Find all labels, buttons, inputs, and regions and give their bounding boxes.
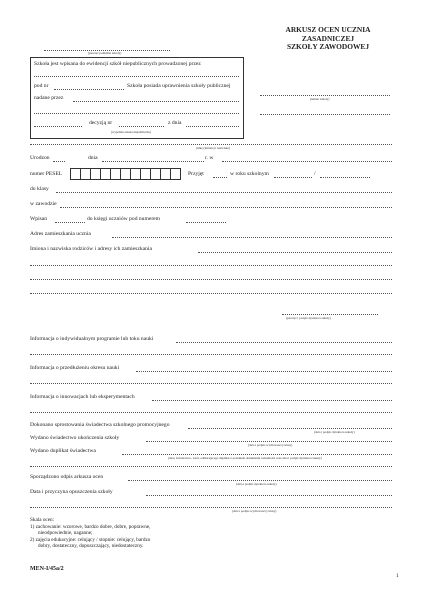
box-line-4-fill-c <box>186 126 239 127</box>
born-date-fill <box>102 161 204 162</box>
register-fill-b <box>186 222 226 223</box>
form-code: MEN-I/45a/2 <box>30 566 64 572</box>
pesel-label: numer PESEL <box>30 171 63 177</box>
grading-line-4: dobry, dostateczny, dopuszczający, niedostateczny. <box>38 543 144 550</box>
copy-made-label: Sporządzono odpis arkusza ocen <box>30 474 104 480</box>
box-line-3b-fill <box>34 113 239 114</box>
class-label: do klasy <box>30 186 49 192</box>
leaving-caption: (data i podpis wychowawcy klasy) <box>232 509 277 513</box>
register-label: Wpisan <box>30 216 48 222</box>
pesel-cell[interactable] <box>111 169 121 179</box>
duplicate-caption: (data, świadectwo, wzór, odbierającego duplikat z podaniem dokumentu tożsamości oraz data i podpis dyrektora szkoły) <box>168 456 322 460</box>
box-line-1: Szkoła jest wpisana do ewidencji szkół niepublicznych prowadzonej przez <box>34 61 201 67</box>
leaving-label: Data i przyczyna opuszczenia szkoły <box>30 489 113 495</box>
school-stamp-caption: (pieczęć podłużna szkoły) <box>88 51 122 55</box>
pesel-cell[interactable] <box>91 169 101 179</box>
innovations-fill-1 <box>152 400 392 401</box>
innovations-fill-2 <box>30 412 392 413</box>
register-fill-a <box>55 222 85 223</box>
final-certificate-fill <box>146 441 392 442</box>
pesel-cell[interactable] <box>81 169 91 179</box>
box-caption: (wypełnia szkoła niepubliczna) <box>111 130 151 134</box>
grading-line-3: 2) zajęcia edukacyjne: celujący / stopnie: celujący, bardzo <box>30 536 151 543</box>
innovations-label: Informacja o innowacjach lub eksperymentach <box>30 394 135 400</box>
grading-scale <box>30 517 150 550</box>
school-year-label: w roku szkolnym <box>230 171 269 177</box>
born-fill <box>53 161 65 162</box>
admitted-label: Przyjęt <box>188 171 204 177</box>
pesel-cell[interactable] <box>131 169 141 179</box>
duplicate-fill <box>122 454 392 455</box>
copy-made-fill <box>128 480 392 481</box>
director-signature-line <box>282 314 378 315</box>
box-line-2-fill <box>54 89 124 90</box>
school-year-fill-a <box>274 177 312 178</box>
promotion-correction-caption: (data i podpis dyrektora szkoły) <box>314 430 355 434</box>
admitted-fill <box>213 177 227 178</box>
parents-fill-1 <box>198 252 392 253</box>
box-line-4-suffix: z dnia <box>168 120 182 126</box>
director-caption: (pieczęć i podpis dyrektora szkoły) <box>286 316 331 320</box>
extended-period-label: Informacja o przedłużeniu okresu nauki <box>30 365 120 371</box>
born-place-fill <box>222 161 392 162</box>
box-line-2-suffix: Szkoła posiada uprawnienia szkoły publicznej <box>127 83 231 89</box>
class-fill <box>56 192 392 193</box>
profession-fill <box>60 207 392 208</box>
individual-program-label: Informacja o indywidualnym programie lub toku nauki <box>30 336 154 342</box>
parents-label: Imiona i nazwiska rodziców i adresy ich zamieszkania <box>30 246 152 252</box>
box-line-3-fill <box>73 101 239 102</box>
form-title <box>268 26 388 52</box>
box-line-1-fill <box>34 76 239 77</box>
pesel-cell[interactable] <box>151 169 161 179</box>
final-certificate-caption: (data i podpis wychowawcy klasy) <box>248 443 293 447</box>
box-line-4-fill-a <box>34 126 82 127</box>
title-line-3: SZKOŁY ZAWODOWEJ <box>286 42 370 52</box>
born-day-label: dnia <box>88 155 98 161</box>
parents-fill-4 <box>30 293 392 294</box>
box-line-3: nadane przez <box>34 95 64 101</box>
born-in-label: r. w <box>205 155 214 161</box>
school-number-line <box>260 95 390 96</box>
pesel-cell[interactable] <box>121 169 131 179</box>
box-line-4-middle: decyzją nr <box>89 120 113 126</box>
title-line-2: ZASADNICZEJ <box>301 33 355 43</box>
parents-fill-3 <box>30 279 392 280</box>
school-year-sep: / <box>314 171 316 177</box>
promotion-correction-label: Dokonano sprostowania świadectwa szkolnego promocyjnego <box>30 422 170 428</box>
school-registration-box <box>30 57 244 139</box>
address-label: Adres zamieszkania ucznia <box>30 231 91 237</box>
header-extra-line <box>260 114 390 115</box>
duplicate-label: Wydano duplikat świadectwa <box>30 448 96 454</box>
grading-title: Skala ocen: <box>30 517 55 523</box>
born-label: Urodzon <box>30 155 50 161</box>
pesel-cell[interactable] <box>161 169 171 179</box>
school-year-fill-b <box>320 177 370 178</box>
copy-made-caption: (data i podpis dyrektora szkoły) <box>236 482 277 486</box>
extended-period-fill-2 <box>30 383 392 384</box>
box-line-2-prefix: pod nr <box>34 83 49 89</box>
final-certificate-label: Wydano świadectwo ukończenia szkoły <box>30 435 120 441</box>
student-name-caption: (imię (imiona) i nazwisko) <box>196 146 231 150</box>
title-line-1: ARKUSZ OCEN UCZNIA <box>285 25 371 34</box>
pesel-boxes <box>70 168 181 180</box>
duplicate-fill-2 <box>30 466 392 467</box>
extended-period-fill-1 <box>136 371 392 372</box>
individual-program-fill-1 <box>176 342 392 343</box>
pesel-cell[interactable] <box>101 169 111 179</box>
individual-program-fill-2 <box>30 354 392 355</box>
school-number-caption: (numer szkoły) <box>310 97 330 101</box>
student-name-line <box>30 144 392 145</box>
promotion-correction-fill <box>188 428 392 429</box>
box-line-4-fill-b <box>119 126 164 127</box>
grading-line-1: 1) zachowanie: wzorowe, bardzo dobre, dobre, poprawne, <box>30 523 151 530</box>
pesel-cell[interactable] <box>171 169 181 179</box>
pesel-cell[interactable] <box>141 169 151 179</box>
address-fill <box>112 237 392 238</box>
leaving-fill-1 <box>146 495 392 496</box>
register-middle: do księgi uczniów pod numerem <box>87 216 161 222</box>
profession-label: w zawodzie <box>30 201 57 207</box>
parents-fill-2 <box>30 265 392 266</box>
page-number: 1 <box>396 573 399 579</box>
pesel-cell[interactable] <box>71 169 81 179</box>
grading-line-2: nieodpowiednie, naganne; <box>38 530 93 537</box>
leaving-fill-2 <box>30 507 392 508</box>
